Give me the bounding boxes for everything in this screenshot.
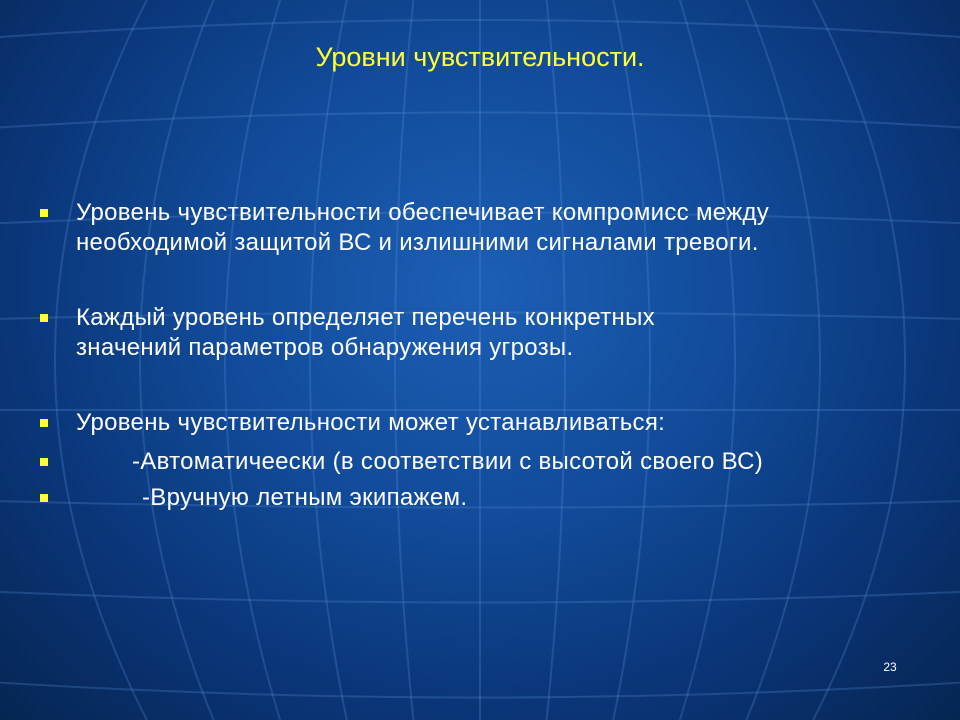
slide-title: Уровни чувствительности.: [315, 42, 645, 72]
bullet-text-line: Каждый уровень определяет перечень конкретных: [76, 304, 655, 331]
page-number: 23: [883, 660, 897, 674]
bullet-text-line: необходимой защитой ВС и излишними сигналами тревоги.: [76, 229, 759, 256]
bullet-text-line: Уровень чувствительности обеспечивает компромисс между: [76, 199, 770, 226]
square-bullet-icon: [40, 419, 48, 427]
square-bullet-icon: [40, 314, 48, 322]
bullet-text-line: Уровень чувствительности может устанавливаться:: [76, 409, 666, 436]
bullet-text-line: значений параметров обнаружения угрозы.: [76, 334, 574, 361]
square-bullet-icon: [40, 209, 48, 217]
bullet-text-line: -Вручную летным экипажем.: [142, 484, 468, 511]
square-bullet-icon: [40, 494, 48, 502]
square-bullet-icon: [40, 458, 48, 466]
bullet-text-line: -Автоматичеески (в соответствии с высотой своего ВС): [132, 448, 764, 475]
